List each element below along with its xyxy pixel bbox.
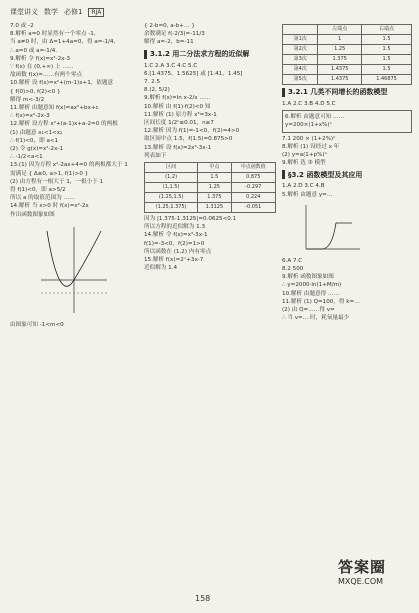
text-line: 9.解析 f(x)=ln x-2/x …… <box>144 95 211 102</box>
header-book: 必修1 <box>64 8 83 16</box>
column-right <box>282 22 412 582</box>
page-header <box>10 5 410 19</box>
text-line: 区间长度 1/2ⁿ≤0.01，n≥7 <box>144 120 214 127</box>
table-cell: 1.375 <box>198 193 231 203</box>
watermark-line1: 答案圈 <box>338 558 387 576</box>
table-cell: 第5次 <box>283 75 318 85</box>
section-heading <box>144 50 276 59</box>
text-line: 需满足 { Δ≥0, a>1, f(1)>0 } <box>10 170 89 177</box>
text-line: 所以 a 的取值范围为 …… <box>10 195 75 202</box>
text-line: ∴ f(x)=x²-2x-3 <box>10 113 50 120</box>
text-line: 作出函数图象如图 <box>10 211 55 218</box>
table-cell: 1.5 <box>362 55 412 65</box>
text-line: 12.解析 设方程 x²+(a-1)x+a-2=0 的两根 <box>10 121 118 128</box>
column-middle <box>144 22 276 582</box>
text-line: 列表如下 <box>144 152 167 159</box>
text-line: ∴ -1/2<a<1 <box>10 154 43 161</box>
section-heading <box>282 88 412 97</box>
section-heading <box>282 170 412 179</box>
text-line: 11.解析 由题意知 f(x)=ax²+bx+c <box>10 105 99 112</box>
function-graph-figure <box>39 225 109 315</box>
table-row <box>145 193 276 203</box>
section-bar <box>282 170 285 179</box>
text-line: 7.0 或 -2 <box>10 23 34 29</box>
table-cell: 第3次 <box>283 55 318 65</box>
table-header: 左端点 <box>318 25 362 35</box>
section-title: 3.1.2 用二分法求方程的近似解 <box>150 50 250 58</box>
column-left <box>10 22 138 582</box>
table-cell: 1.46875 <box>362 75 412 85</box>
text-line: 解得 a=-2，b=-11 <box>144 39 194 46</box>
table-cell: 1.5 <box>362 35 412 45</box>
text-line: (2) y=a(1+p%)ˣ <box>282 152 328 159</box>
table-header: 右端点 <box>362 25 412 35</box>
text-line: 10.解析 设 f(x)=x²+(m-1)x+1，依题意 <box>10 80 114 87</box>
table-cell: 1.5 <box>362 45 412 55</box>
text-line: 8.2 500 <box>282 266 304 273</box>
text-line: { 2-b=0, a-b+… } <box>144 23 195 29</box>
text-line: 6.解析 由题意可知 …… <box>285 114 345 121</box>
page-number: 158 <box>195 594 211 603</box>
text-line: 8.(2, 5/2) <box>144 87 170 94</box>
header-badge: RJA <box>88 8 104 17</box>
text-line: 8.解析 (1) 设经过 x 年 <box>282 143 340 150</box>
text-line: 1.A 2.C 3.B 4.D 5.C <box>282 101 336 107</box>
table-row <box>145 203 276 213</box>
watermark-logo <box>338 556 412 606</box>
text-line: 9.解析 令 f(x)=x²-2x-3 <box>10 55 71 62</box>
table-cell: (1,2) <box>145 173 198 183</box>
table-cell: -0.297 <box>231 183 275 193</box>
text-line: (2) 令 g(x)=x²-2x-1 <box>10 146 64 153</box>
text-line: ∴ y=2000·ln(1+M/m) <box>282 282 342 289</box>
table-cell: 1.4375 <box>318 65 362 75</box>
text-line: (2) 由方程有一根大于 1，一根小于 1 <box>10 178 104 185</box>
text-line: 13.解析 设 f(x)=2x³-3x-1 <box>144 144 212 151</box>
text-line: { f(0)>0, f(2)<0 } <box>10 88 61 95</box>
text-line: 7.1 200 × (1+2%)ⁿ <box>282 135 336 142</box>
text-line: 所以函数在 (1,2) 内有零点 <box>144 248 212 255</box>
table-cell: 0.224 <box>231 193 275 203</box>
text-line: ∴ 当 v=… 时，耗氧量最少 <box>282 315 350 322</box>
text-line: 13.(1) 因为方程 x²-2ax+4=0 的两根都大于 1 <box>10 162 128 169</box>
table-cell: (1,1.5) <box>145 183 198 193</box>
table-row <box>145 183 276 193</box>
text-line: 所以方程的近似解为 1.3 <box>144 224 206 231</box>
text-line: 1.C 2.A 3.C 4.C 5.C <box>144 62 198 69</box>
section-bar <box>282 88 285 97</box>
text-line: 近似解为 1.4 <box>144 265 178 272</box>
text-line: 10.解析 由题意得 …… <box>282 290 340 297</box>
section-title: 3.2.1 几类不同增长的函数模型 <box>288 88 388 97</box>
table-cell: -0.051 <box>231 203 275 213</box>
section-title: §3.2 函数模型及其应用 <box>288 170 363 179</box>
text-line: 9.解析 选 ③ 模型 <box>282 160 326 167</box>
table-cell: 1.5 <box>198 173 231 183</box>
table-row <box>283 45 412 55</box>
text-line: 9.解析 函数图象如图 <box>282 274 334 281</box>
table-row <box>283 35 412 45</box>
text-line: 1.A 2.D 3.C 4.B <box>282 183 325 190</box>
section-bar <box>144 50 147 59</box>
table-header: 区间 <box>145 163 198 173</box>
table-header: 中点函数值 <box>231 163 275 173</box>
text-line: 取区间中点 1.5，f(1.5)=0.875>0 <box>144 136 233 143</box>
table-cell: (1.25,1.375) <box>145 203 198 213</box>
text-line: (1) 由题意 x₁<1<x₂ <box>10 129 63 136</box>
text-line: 解得 m<-3/2 <box>10 96 45 103</box>
growth-graph-figure <box>302 203 362 253</box>
table-cell: 第1次 <box>283 35 318 45</box>
table-header: 中点 <box>198 163 231 173</box>
text-line: 11.解析 (1) Q=100，得 k=… <box>282 298 360 305</box>
table-cell: 1.375 <box>318 55 362 65</box>
text-line: 6.A 7.C <box>282 257 303 264</box>
text-line: 7. 2.5 <box>144 79 161 86</box>
text-line: 因为 |1.375-1.3125|=0.0625<0.1 <box>144 216 237 223</box>
table-cell: 1 <box>318 35 362 45</box>
table-row <box>283 75 412 85</box>
header-subject: 数学 <box>44 8 58 16</box>
text-line: 8.解析 a=0 时显然有一个零点 -1， <box>10 31 100 38</box>
text-line: 11.解析 (1) 原方程 x³=3x-1 <box>144 111 217 118</box>
text-line: 6.[1.4375，1.5625] 或 [1.41，1.45] <box>144 70 243 77</box>
table-row <box>283 55 412 65</box>
table-cell: 第4次 <box>283 65 318 75</box>
table-row <box>283 65 412 75</box>
table-cell: 1.25 <box>318 45 362 55</box>
text-line: 由图象可知 -1<m<0 <box>10 321 64 328</box>
text-line: 10.解析 由 f(1)·f(2)<0 知 <box>144 103 211 110</box>
header-title: 课堂讲义 <box>10 8 38 16</box>
text-line: f(1)=-3<0，f(2)=1>0 <box>144 240 205 247</box>
text-line: y=200×(1+x%)ⁿ <box>285 122 332 129</box>
text-line: 14.解析 令 f(x)=x³-3x-1 <box>144 232 208 239</box>
text-line: 得 f(1)<0，即 a>5/2 <box>10 187 66 194</box>
bisection-table <box>144 162 276 213</box>
text-line: 14.解析 当 x>0 时 f(x)=x²-2x <box>10 203 89 210</box>
text-line: 5.解析 由题意 y=… <box>282 191 333 198</box>
text-line: 当 a≠0 时，由 Δ=1+4a=0，得 a=-1/4， <box>10 39 120 46</box>
text-line: (2) 由 Q=……得 v= <box>282 307 335 314</box>
table-cell: 1.5 <box>362 65 412 75</box>
table-cell: 1.4375 <box>318 75 362 85</box>
text-line: 故函数 f(x)=……有两个零点 <box>10 72 83 79</box>
watermark-line2: MXQE.COM <box>338 577 384 586</box>
table-cell: 第2次 <box>283 45 318 55</box>
table-cell: 1.3125 <box>198 203 231 213</box>
answer-box <box>282 110 412 132</box>
table-cell: 1.25 <box>198 183 231 193</box>
graph-curve <box>306 223 352 249</box>
text-line: ∴ a=0 或 a=-1/4. <box>10 47 58 54</box>
table-cell: (1.25,1.5) <box>145 193 198 203</box>
text-line: ∴ f(1)<0，即 a<1 <box>10 137 59 144</box>
table-cell: 0.875 <box>231 173 275 183</box>
table-row <box>145 173 276 183</box>
text-line: 余数满足 f(-2/3)=-11/3 <box>144 31 205 38</box>
text-line: 15.解析 f(x)=2ˣ+3x-7 <box>144 257 204 264</box>
text-line: ∵ f(x) 在 (0,+∞) 上 …… <box>10 64 74 71</box>
text-line: 12.解析 因为 f(1)=-1<0，f(2)=4>0 <box>144 128 240 135</box>
table-header <box>283 25 318 35</box>
endpoint-table <box>282 24 412 85</box>
